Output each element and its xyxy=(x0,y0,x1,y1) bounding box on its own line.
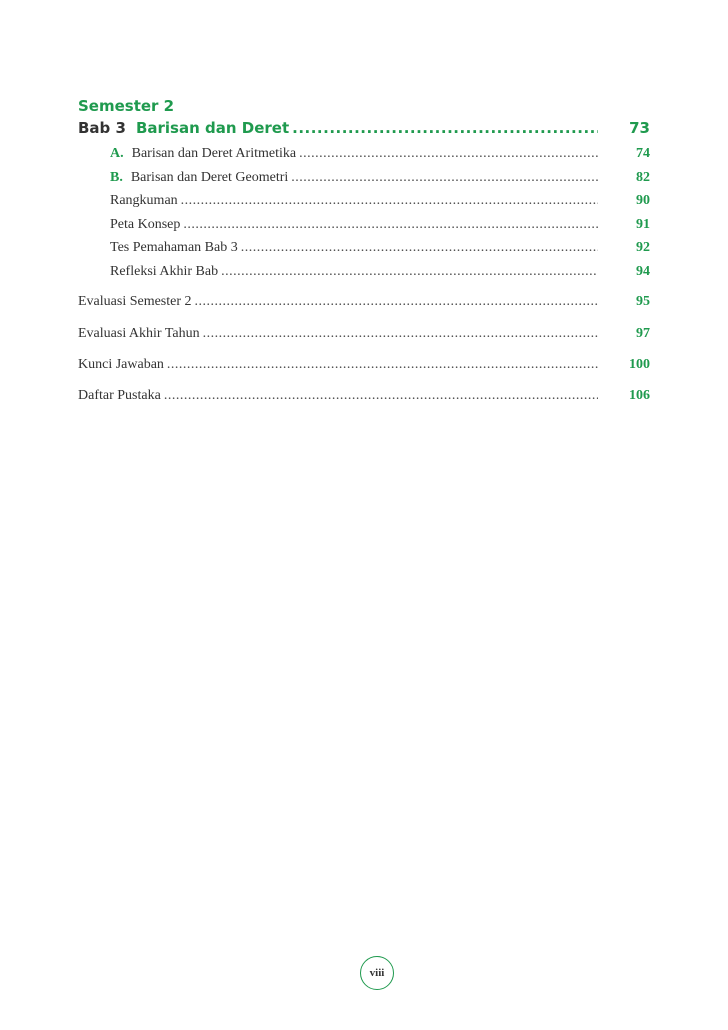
dot-leader xyxy=(181,193,598,209)
dot-leader xyxy=(195,294,598,310)
toc-entry-tes-pemahaman[interactable] xyxy=(110,240,650,262)
toc-entry-refleksi[interactable] xyxy=(110,264,650,286)
entry-text: Peta Konsep xyxy=(110,217,181,232)
toc-entry-evaluasi-semester[interactable] xyxy=(78,294,650,316)
page-number: viii xyxy=(360,956,394,990)
toc-entry-sub-b[interactable] xyxy=(110,170,650,192)
entry-page: 106 xyxy=(629,388,650,403)
entry-text: Kunci Jawaban xyxy=(78,357,164,372)
entry-text: Refleksi Akhir Bab xyxy=(110,264,219,279)
dot-leader xyxy=(164,388,598,404)
dot-leader xyxy=(299,146,598,162)
dot-leader xyxy=(183,217,598,233)
entry-text: Tes Pemahaman Bab 3 xyxy=(110,240,238,255)
entry-page: 100 xyxy=(629,357,650,372)
entry-text: Rangkuman xyxy=(110,193,178,208)
dot-leader xyxy=(221,264,598,280)
entry-page: 82 xyxy=(636,170,650,185)
toc-entry-peta-konsep[interactable] xyxy=(110,217,650,239)
entry-page: 92 xyxy=(636,240,650,255)
entry-page: 94 xyxy=(636,264,650,279)
entry-text: Evaluasi Akhir Tahun xyxy=(78,326,200,341)
chapter-title: Barisan dan Deret xyxy=(135,119,290,137)
toc-entry-evaluasi-akhir[interactable] xyxy=(78,326,650,348)
semester-heading: Semester 2 xyxy=(78,97,175,115)
entry-page: 90 xyxy=(636,193,650,208)
entry-text: Barisan dan Deret Geometri xyxy=(130,170,289,185)
chapter-page: 73 xyxy=(629,119,650,137)
dot-leader xyxy=(241,240,598,256)
entry-letter: A. xyxy=(110,146,124,161)
dot-leader xyxy=(292,119,598,137)
toc-chapter-row[interactable] xyxy=(78,119,650,143)
entry-page: 74 xyxy=(636,146,650,161)
entry-page: 95 xyxy=(636,294,650,309)
entry-text: Daftar Pustaka xyxy=(78,388,161,403)
toc-entry-kunci-jawaban[interactable] xyxy=(78,357,650,379)
entry-page: 97 xyxy=(636,326,650,341)
chapter-label: Bab 3 xyxy=(78,119,126,137)
entry-letter: B. xyxy=(110,170,123,185)
toc-entry-sub-a[interactable] xyxy=(110,146,650,168)
entry-text: Barisan dan Deret Aritmetika xyxy=(131,146,297,161)
dot-leader xyxy=(167,357,598,373)
dot-leader xyxy=(203,326,598,342)
entry-text: Evaluasi Semester 2 xyxy=(78,294,192,309)
toc-entry-rangkuman[interactable] xyxy=(110,193,650,215)
dot-leader xyxy=(291,170,598,186)
entry-page: 91 xyxy=(636,217,650,232)
toc-entry-daftar-pustaka[interactable] xyxy=(78,388,650,410)
